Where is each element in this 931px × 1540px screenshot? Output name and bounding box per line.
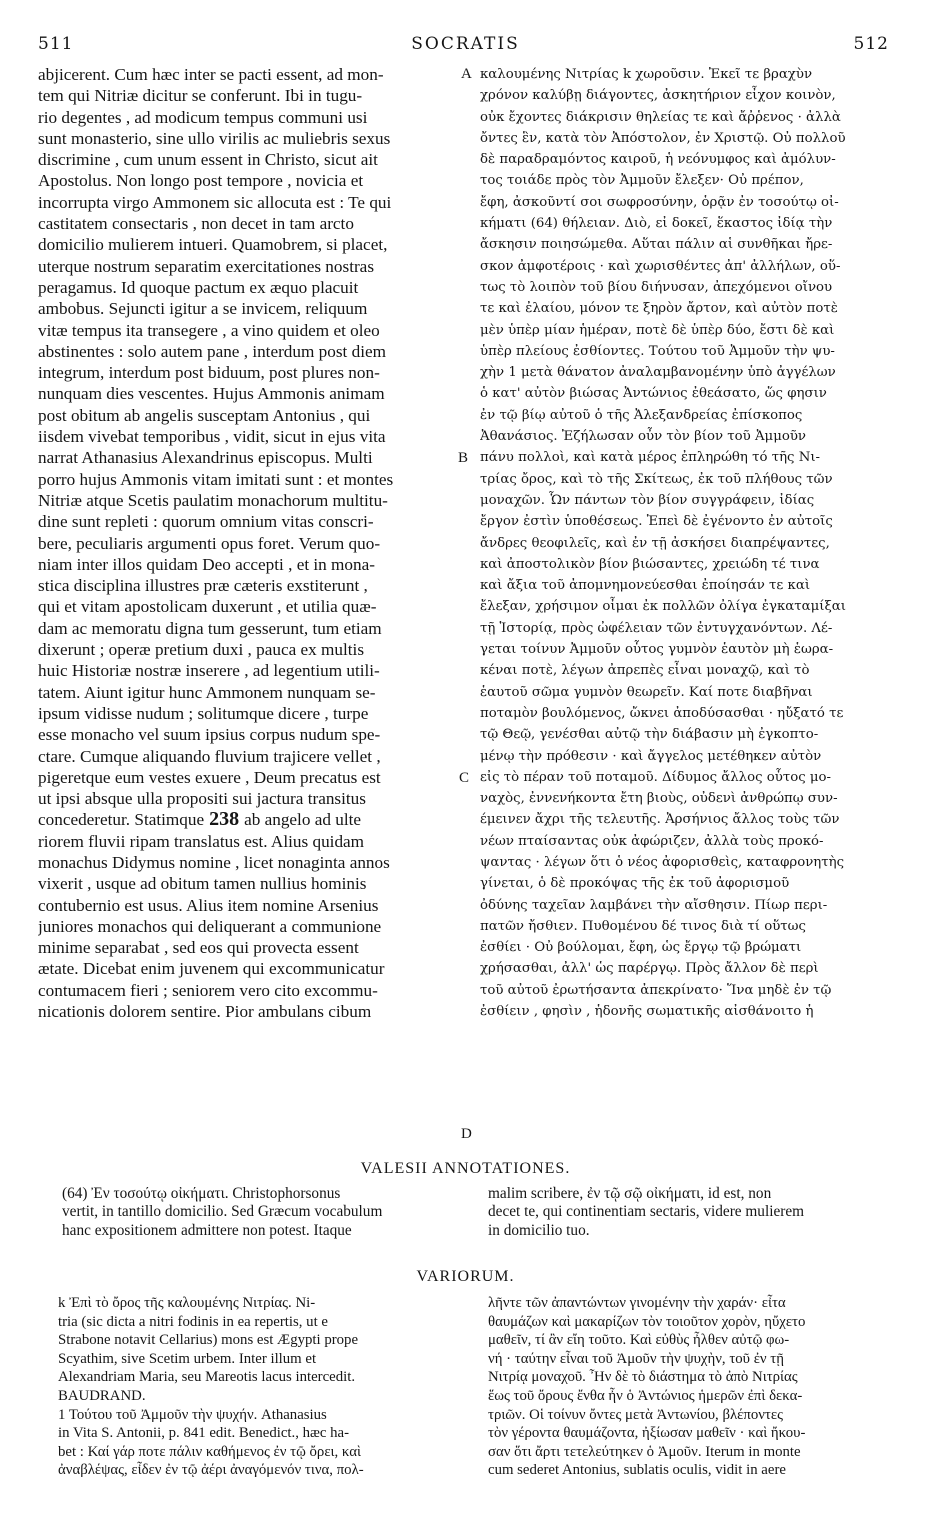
valesii-note-line: hanc expositionem admittere non potest. Itaque — [62, 1221, 352, 1239]
greek-text-line: τοῦ αὐτοῦ ἐρωτήσαντα ἀπεκρίνατο· Ἵνα μηδὲ ἐν τῷ — [480, 982, 832, 998]
latin-text-line: incorrupta virgo Ammonem sic allocuta est : Te qui — [38, 192, 392, 212]
greek-text-line: καλουμένης Νιτρίας k χωροῦσιν. Ἐκεῖ τε βραχὺν — [480, 67, 813, 82]
valesii-note-line: in domicilio tuo. — [488, 1221, 590, 1239]
latin-text-line: concederetur. Statimque 238 ab angelo ad ulte — [38, 809, 362, 831]
greek-text-line: ἔφη, ἀσκοῦντί σοι σωφροσύνην, ὁρᾷν ἐν τοσούτῳ οἰ- — [480, 194, 839, 210]
latin-text-line: juniores monachos qui deliquerant a communione — [38, 916, 382, 936]
greek-text-line: ἄνδρες θεοφιλεῖς, καὶ ἐν τῇ ἀσκήσει διαπρέψαντες, — [480, 535, 830, 551]
greek-text-line: ποταμὸν βουλόμενος, ὤκνει ἀποδύσασθαι · ηὔξατό τε — [480, 705, 844, 721]
greek-text-line: τῇ Ἱστορίᾳ, πρὸς ὠφέλειαν τῶν ἐντυγχανόντων. Λέ- — [480, 620, 833, 636]
greek-text-line: γεται τοίνυν Ἀμμοῦν οὗτος γυμνὸν ἑαυτὸν μὴ ἑωρα- — [480, 642, 834, 658]
margin-marker-c: C — [459, 770, 470, 786]
running-title: SOCRATIS — [411, 34, 520, 54]
variorum-note-line: τριῶν. Οἱ τοίνυν ὄντες μετὰ Ἀντωνίου, βλέποντες — [488, 1406, 783, 1423]
greek-text-line: σκον ἀμφοτέροις · καὶ χωρισθέντες ἀπ' ἀλλήλων, οὕ- — [480, 258, 841, 274]
valesii-note-line: malim scribere, ἐν τῷ σῷ οἰκήματι, id est, non — [488, 1185, 772, 1202]
margin-marker-b: B — [458, 450, 469, 466]
greek-text-line: εἰς τὸ πέραν τοῦ ποταμοῦ. Δίδυμος ἄλλος οὗτος μο- — [480, 769, 832, 785]
greek-text-line: έμεινεν ἄχρι τῆς τελευτῆς. Ἀρσήνιος ἄλλος τοὺς τῶν — [480, 812, 840, 828]
right-page-number: 512 — [853, 34, 889, 54]
margin-marker-d: D — [461, 1126, 472, 1142]
valesii-notes-right — [488, 1185, 908, 1240]
greek-text-line: ναχὸς, ἐννενήκοντα ἔτη βιοὺς, οὐδενὶ ἀνθρώπῳ συν- — [480, 791, 838, 807]
variorum-note-line: νή · ταύτην εἶναι τοῦ Ἀμοῦν τὴν ψυχὴν, τοῦ ἐν τῇ — [488, 1350, 784, 1367]
greek-text-line: κήματι (64) θήλειαν. Διὸ, εἰ δοκεῖ, ἕκαστος ἰδίᾳ τὴν — [480, 216, 833, 232]
latin-text-line: ctare. Cumque aliquando fluvium trajicere vellet , — [38, 746, 381, 766]
valesii-notes-left — [62, 1185, 467, 1240]
variorum-note-line: μαθεῖν, τί ἂν εἴη τοῦτο. Καὶ εὐθὺς ἦλθεν αὐτῷ φω- — [488, 1332, 790, 1349]
variorum-note-line: Scyathim, sive Scetim urbem. Inter illum et — [58, 1350, 317, 1367]
latin-text-line: nunquam dies vescentes. Hujus Ammonis animam — [38, 384, 385, 404]
latin-text-line: domicilio mulierem intueri. Quamobrem, si placet, — [38, 235, 388, 255]
variorum-note-line: BAUDRAND. — [58, 1387, 146, 1404]
latin-text-line: riorem fluvii ripam translatus est. Alius quidam — [38, 831, 365, 851]
inline-page-number: 238 — [204, 809, 245, 831]
greek-text-line: μοναχῶν. Ὧν πάντων τὸν βίον συγγράφειν, ἰδίας — [480, 492, 815, 508]
variorum-note-line: τὸν γέροντα θαυμάζοντα, ἠξίωσαν μαθεῖν · καὶ ἤκου- — [488, 1425, 806, 1442]
latin-text-line: niam inter illos quidam Deo accepti , et in mona- — [38, 554, 375, 574]
greek-text-line: ἔργον ἐστὶν ὑποθέσεως. Ἐπεὶ δὲ ἐγένοντο ἐν αὐτοῖς — [480, 514, 833, 530]
greek-text-line: καὶ ἀποστολικὸν βίον βιώσαντες, χρειώδη τέ τινα — [480, 556, 820, 572]
latin-text-line: ætate. Dicebat enim juvenem qui excommunicatur — [38, 959, 385, 979]
latin-text-line: sunt monasterio, sine ullo virilis ac muliebris sexus — [38, 128, 391, 148]
variorum-note-line: cum sederet Antonius, sublatis oculis, vidit in aere — [488, 1462, 786, 1479]
greek-text-column — [480, 64, 894, 1150]
latin-text-line: monachus Didymus nomine , licet nonaginta annos — [38, 852, 390, 872]
greek-text-line: χὴν 1 μετὰ θάνατον ἀναλαμβανομένην ὑπὸ ἀγγέλων — [480, 365, 836, 381]
latin-text-line: vixerit , usque ad obitum tamen nullius hominis — [38, 874, 367, 894]
valesii-annotations-heading: VALESII ANNOTATIONES. — [360, 1160, 571, 1177]
variorum-note-line: bet : Καί γάρ ποτε πάλιν καθήμενος ἐν τῷ ὄρει, καὶ — [58, 1443, 361, 1460]
greek-text-line: Ἀθανάσιος. Ἐζήλωσαν οὖν τὸν βίον τοῦ Ἀμμοῦν — [480, 429, 807, 445]
latin-text-line: huic Historiæ nostræ inserere , ad legentium utili- — [38, 661, 380, 681]
greek-text-line: τε καὶ ἐλαίου, μόνον τε ξηρὸν ἄρτον, καὶ αὐτὸν ποτὲ — [480, 301, 838, 317]
greek-text-line: ὀδύνης ταχεῖαν λαμβάνει τὴν αἴσθησιν. Πίωρ περι- — [480, 897, 828, 913]
latin-text-line: porro hujus Ammonis vitam imitati sunt : et montes — [38, 469, 394, 489]
variorum-notes-left — [58, 1294, 468, 1480]
latin-text-line: Nitriæ atque Scetis paulatim monachorum multitu- — [38, 490, 388, 510]
latin-text-line: abstinentes : solo autem pane , interdum post diem — [38, 341, 386, 361]
latin-text-line: stica disciplina illustres præ cæteris exstiterunt , — [38, 576, 368, 596]
greek-text-line: ψαντας · λέγων ὅτι ὁ νέος ἀφορισθεὶς, καταφρονητὴς — [480, 854, 845, 870]
latin-text-line: post obitum ab angelis susceptam Antonius , qui — [38, 405, 371, 425]
latin-text-line: ipsum vidisse nudum ; solitumque dicere , turpe — [38, 703, 369, 723]
latin-text-line: castitatem consectaris , non decet in tam arcto — [38, 214, 354, 234]
latin-text-line: discrimine , cum unum essent in Christo, sicut ait — [38, 150, 378, 170]
greek-text-line: χρόνον καλύβῃ διάγοντες, ἀσκητήριον εἶχον κοινὸν, — [480, 88, 836, 104]
variorum-note-line: tria (sic dicta a nitri fodinis in ea repertis, ut e — [58, 1313, 328, 1330]
latin-text-line: abjicerent. Cum hæc inter se pacti essent, ad mon- — [38, 65, 384, 84]
margin-marker-a: A — [461, 66, 472, 82]
greek-text-line: οὐκ ἔχοντες διάκρισιν θηλείας τε καὶ ἄῤῥενος · ἀλλὰ — [480, 109, 841, 125]
greek-text-line: δὲ παραδραμόντος καιροῦ, ἡ νεόνυμφος καὶ ἀμόλυν- — [480, 152, 836, 168]
latin-text-line: minime separabat , sed eos qui provecta essent — [38, 938, 359, 958]
variorum-note-line: ἕως τοῦ ὄρους ἔνθα ἦν ὁ Ἀντώνιος ἡμερῶν ἐπὶ δεκα- — [488, 1387, 803, 1404]
variorum-note-line: ἀναβλέψας, εἶδεν ἐν τῷ ἀέρι ἀναγόμενόν τινα, πολ- — [58, 1462, 364, 1479]
left-page-number: 511 — [38, 34, 74, 54]
variorum-heading: VARIORUM. — [416, 1268, 515, 1285]
variorum-note-line: θαυμάζων καὶ μακαρίζων τὸν τοιοῦτον χορὸν, ηὔχετο — [488, 1313, 806, 1330]
greek-text-line: ὄντες ἓν, κατὰ τὸν Ἀπόστολον, ἐν Χριστῷ. Οὐ πολλοῦ — [480, 130, 846, 146]
latin-text-line: qui et vitam apostolicam duxerunt , et utilia quæ- — [38, 597, 377, 617]
latin-text-line: esse monacho vel suum ipsius corpus nudum spe- — [38, 725, 381, 745]
greek-text-line: γίνεται, ὁ δὲ προκόψας τῆς ἐκ τοῦ ἀφορισμοῦ — [480, 876, 790, 892]
latin-text-line: contumacem fieri ; seniorem vero cito excommu- — [38, 980, 378, 1000]
latin-text-line: iisdem vivebat temporibus , vidit, sicut in ejus vita — [38, 427, 386, 447]
valesii-note-line: vertit, in tantillo domicilio. Sed Græcum vocabulum — [62, 1203, 383, 1221]
greek-text-line: ἄσκησιν ποιησώμεθα. Αὕται πάλιν αἱ συνθῆκαι ἤρε- — [480, 237, 833, 253]
latin-text-line: rio degentes , ad modicum tempus communi usi — [38, 107, 368, 127]
variorum-notes-right — [488, 1294, 908, 1480]
latin-text-line: vitæ tempus ita transegere , a vino quidem et oleo — [38, 320, 380, 340]
greek-text-line: ἐσθίει · Οὐ βούλομαι, ἔφη, ὡς ἔργῳ τῷ βρώματι — [480, 940, 802, 956]
variorum-note-line: λῆντε τῶν ἀπαντώντων γινομένην τὴν χαράν· εἶτα — [488, 1295, 786, 1311]
latin-text-fragment: ab angelo ad ulte — [244, 810, 362, 830]
latin-text-line: uterque nostrum separatim exercitationes nostras — [38, 256, 375, 276]
latin-text-line: nicationis dolorem sentire. Pior ambulans cibum — [38, 1002, 372, 1022]
greek-text-line: τῷ Θεῷ, γενέσθαι αὐτῷ τὴν διάβασιν μὴ ἐγκοπτο- — [480, 727, 819, 743]
greek-text-line: μένῳ τὴν πρόθεσιν · καὶ ἄγγελος μετέθηκεν αὐτὸν — [480, 748, 822, 764]
latin-text-line: peragamus. Id quoque pactum ex æquo placuit — [38, 277, 359, 297]
variorum-note-line: 1 Τούτου τοῦ Ἀμμοῦν τὴν ψυχήν. Athanasius — [58, 1406, 327, 1423]
latin-text-line: Apostolus. Non longo post tempore , novicia et — [38, 171, 364, 191]
latin-text-line: dam ac memoratu digna tum gesserunt, tum etiam — [38, 618, 382, 638]
latin-text-line: contubernio est usus. Alius item nomine Arsenius — [38, 895, 379, 915]
greek-text-line: ἐν τῷ βίῳ αὐτοῦ ὁ τῆς Ἀλεξανδρείας ἐπίσκοπος — [480, 407, 803, 423]
greek-text-line: ἔλεξαν, χρήσιμον οἶμαι ἐκ πολλῶν ὀλίγα ἐγκαταμίξαι — [480, 599, 846, 615]
greek-text-line: τος τοιάδε πρὸς τὸν Ἀμμοῦν ἔλεξεν· Οὐ πρέπον, — [480, 173, 804, 189]
latin-text-line: integrum, interdum post biduum, post plures non- — [38, 363, 380, 383]
greek-text-line: ἑαυτοῦ σῶμα γυμνὸν θεωρεῖν. Καί ποτε διαβῆναι — [480, 684, 813, 700]
greek-text-line: ἐσθίειν , φησὶν , ἡδονῆς σωματικῆς αἰσθάνοιτο ἡ — [480, 1004, 814, 1020]
greek-text-line: νέων πταίσαντας οὐκ ἀφώριζεν, ἀλλὰ τοὺς προκό- — [480, 833, 824, 849]
greek-text-line: ὁ κατ' αὐτὸν βιώσας Ἀντώνιος ἐθεάσατο, ὥς φησιν — [480, 386, 827, 402]
greek-text-line: χρήσασθαι, ἀλλ' ὡς παρέργῳ. Πρὸς ἄλλον δὲ περὶ — [480, 961, 819, 977]
greek-text-line: ὑπὲρ πλείους ἐσθίοντες. Τούτου τοῦ Ἀμμοῦν τὴν ψυ- — [480, 343, 835, 359]
valesii-note-line: decet te, qui continentiam sectaris, videre mulierem — [488, 1203, 805, 1221]
latin-text-line: dine sunt repleti : quorum omnium vitas conscri- — [38, 512, 374, 532]
variorum-note-line: Alexandriam Maria, seu Mareotis lacus intercedit. — [58, 1369, 356, 1386]
latin-text-line: tatem. Aiunt igitur hunc Ammonem nunquam se- — [38, 682, 376, 702]
latin-text-line: narrat Athanasius Alexandrinus episcopus. Multi — [38, 448, 373, 468]
variorum-note-line: σαν ὅτι ἄρτι τετελεύτηκεν ὁ Ἀμοῦν. Iterum in monte — [488, 1443, 801, 1460]
greek-text-line: μὲν ὑπὲρ μίαν ἡμέραν, ποτὲ δὲ ὑπὲρ δύο, ἔστι δὲ καὶ — [480, 322, 835, 338]
latin-text-line: ambobus. Sejuncti igitur a se invicem, reliquum — [38, 299, 368, 319]
greek-text-line: καὶ ἄξια τοῦ ἀπομνημονεύεσθαι ἐποίησάν τε καὶ — [480, 578, 811, 594]
latin-text-column — [38, 64, 460, 1150]
latin-text-line: dixerunt ; operæ pretium duxi , pauca ex multis — [38, 640, 365, 660]
greek-text-line: τρίας ὄρος, καὶ τὸ τῆς Σκίτεως, ἐκ τοῦ πλήθους τῶν — [480, 471, 833, 487]
variorum-note-line: in Vita S. Antonii, p. 841 edit. Benedict., hæc ha- — [58, 1425, 350, 1442]
greek-text-line: πατῶν ἤσθιεν. Πυθομένου δέ τινος διὰ τί οὕτως — [480, 918, 806, 934]
variorum-note-line: Strabone notavit Cellarius) mons est Ægypti prope — [58, 1332, 359, 1349]
variorum-note-line: k Ἐπὶ τὸ ὄρος τῆς καλουμένης Νιτρίας. Ni- — [58, 1295, 316, 1311]
greek-text-line: κέναι ποτὲ, λέγων ἀπρεπὲς εἶναι μοναχῷ, καὶ τὸ — [480, 663, 810, 679]
latin-text-line: tem qui Nitriæ dicitur se conferunt. Ibi in tugu- — [38, 86, 363, 106]
variorum-note-line: Νιτρίᾳ μοναχοῦ. Ἦν δὲ τὸ διάστημα τὸ ἀπὸ Νιτρίας — [488, 1369, 798, 1386]
latin-text-line: ut ipsi absque ulla propositi sui jactura transitus — [38, 789, 366, 809]
greek-text-line: τως τὸ λοιπὸν τοῦ βίου διήνυσαν, ἀπεχόμενοι οἴνου — [480, 279, 833, 295]
greek-text-line: πάνυ πολλοὶ, καὶ κατὰ μέρος ἐπληρώθη τό τῆς Νι- — [480, 450, 821, 466]
latin-text-line: bere, peculiaris argumenti opus foret. Verum quo- — [38, 533, 381, 553]
latin-text-line: pigeretque eum vestes exuere , Deum precatus est — [38, 767, 381, 787]
valesii-note-line: (64) Ἐν τοσούτῳ οἰκήματι. Christophorsonus — [62, 1185, 341, 1202]
